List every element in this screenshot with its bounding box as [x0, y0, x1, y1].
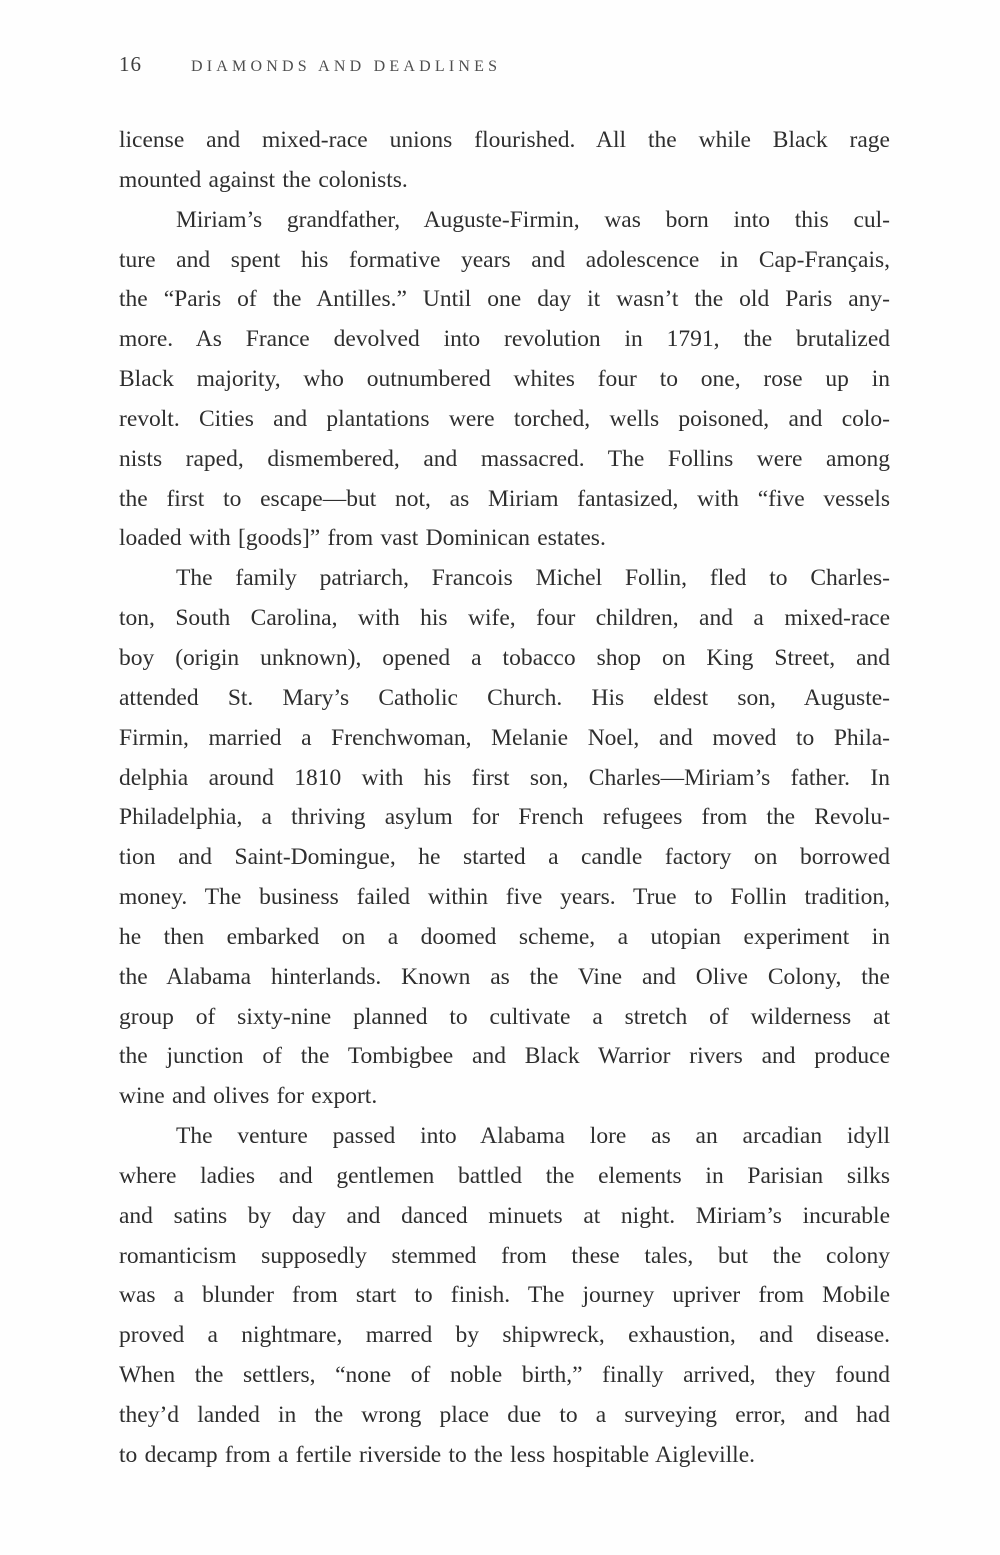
text-line: loaded with [goods]” from vast Dominican estates.	[119, 525, 606, 552]
text-line: Black majority, who outnumbered whites four to one, rose up in	[119, 366, 890, 393]
text-line: Philadelphia, a thriving asylum for French refugees from the Revolu-	[119, 804, 890, 831]
text-line: attended St. Mary’s Catholic Church. His eldest son, Auguste-	[119, 684, 890, 711]
text-line: The family patriarch, Francois Michel Follin, fled to Charles-	[176, 565, 890, 592]
text-line: delphia around 1810 with his first son, Charles—Miriam’s father. In	[119, 764, 890, 791]
text-line: was a blunder from start to finish. The journey upriver from Mobile	[119, 1282, 890, 1309]
text-line: more. As France devolved into revolution in 1791, the brutalized	[119, 326, 890, 353]
text-line: wine and olives for export.	[119, 1083, 378, 1110]
text-line: license and mixed-race unions flourished. All the while Black rage	[119, 127, 890, 153]
text-line: nists raped, dismembered, and massacred. The Follins were among	[119, 445, 890, 472]
text-line: romanticism supposedly stemmed from these tales, but the colony	[119, 1242, 890, 1269]
page-header	[119, 52, 501, 77]
text-line: Miriam’s grandfather, Auguste-Firmin, was born into this cul-	[176, 206, 890, 233]
text-line: boy (origin unknown), opened a tobacco shop on King Street, and	[119, 644, 890, 671]
text-line: the Alabama hinterlands. Known as the Vine and Olive Colony, the	[119, 963, 890, 990]
paragraph	[119, 121, 890, 201]
text-line: mounted against the colonists.	[119, 166, 408, 193]
text-line: When the settlers, “none of noble birth,” finally arrived, they found	[119, 1362, 890, 1389]
text-line: the first to escape—but not, as Miriam fantasized, with “five vessels	[119, 485, 890, 512]
text-line: revolt. Cities and plantations were torched, wells poisoned, and colo-	[119, 405, 890, 432]
paragraph	[119, 1117, 890, 1476]
text-line: group of sixty-nine planned to cultivate a stretch of wilderness at	[119, 1003, 890, 1030]
text-line: ture and spent his formative years and adolescence in Cap-Français,	[119, 246, 890, 273]
text-line: The venture passed into Alabama lore as an arcadian idyll	[176, 1123, 890, 1150]
text-line: where ladies and gentlemen battled the elements in Parisian silks	[119, 1162, 890, 1189]
text-line: the “Paris of the Antilles.” Until one day it wasn’t the old Paris any-	[119, 286, 890, 313]
paragraph	[119, 559, 890, 1117]
text-line: ton, South Carolina, with his wife, four children, and a mixed-race	[119, 605, 890, 632]
running-head: DIAMONDS AND DEADLINES	[191, 58, 502, 75]
text-line: they’d landed in the wrong place due to a surveying error, and had	[119, 1402, 890, 1428]
page-number: 16	[119, 52, 142, 76]
text-line: the junction of the Tombigbee and Black Warrior rivers and produce	[119, 1043, 890, 1070]
text-line: money. The business failed within five years. True to Follin tradition,	[119, 884, 890, 911]
text-line: Firmin, married a Frenchwoman, Melanie Noel, and moved to Phila-	[119, 724, 890, 751]
body-text	[119, 121, 890, 1476]
paragraph	[119, 201, 890, 560]
text-line: and satins by day and danced minuets at night. Miriam’s incurable	[119, 1202, 890, 1229]
text-line: to decamp from a fertile riverside to the less hospitable Aigleville.	[119, 1441, 756, 1468]
text-line: proved a nightmare, marred by shipwreck, exhaustion, and disease.	[119, 1322, 890, 1349]
text-line: tion and Saint-Domingue, he started a candle factory on borrowed	[119, 844, 890, 871]
text-line: he then embarked on a doomed scheme, a utopian experiment in	[119, 923, 890, 950]
